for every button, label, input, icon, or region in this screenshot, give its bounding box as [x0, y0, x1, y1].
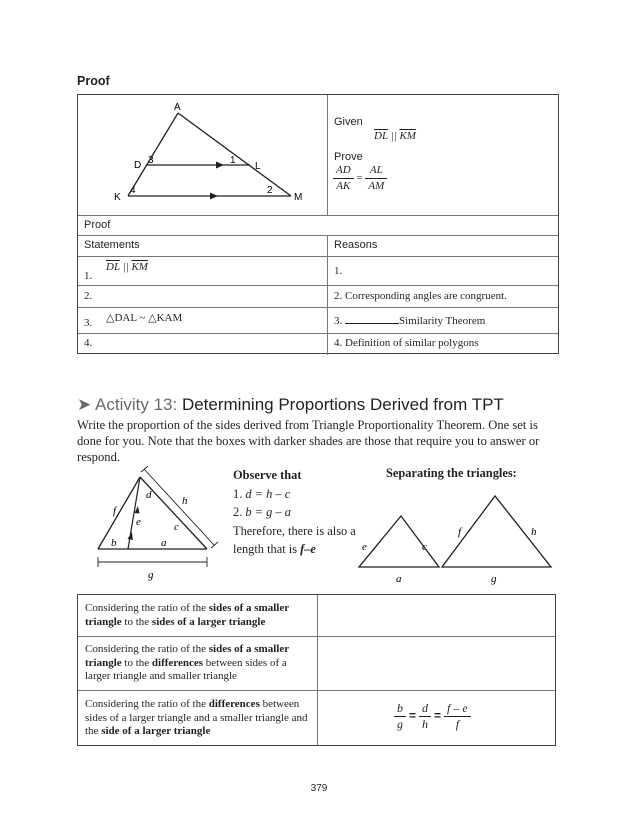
observe-line-2: 2. b = g – a	[233, 505, 291, 519]
statement-2-number: 2.	[84, 290, 93, 302]
label-M: M	[294, 192, 303, 203]
label-e: e	[136, 516, 141, 528]
activity-title: ➤ Activity 13: Determining Proportions Derived from TPT	[77, 395, 504, 414]
label-d: d	[146, 489, 152, 501]
page-number: 379	[310, 783, 328, 794]
reason-3: 3. Similarity Theorem	[334, 315, 486, 327]
angle-label-2: 2	[267, 185, 273, 196]
proof-table-title: Proof	[84, 219, 111, 231]
label-D: D	[134, 160, 142, 171]
row-divider	[78, 256, 558, 257]
statement-3: △DAL ~ △KAM	[106, 312, 183, 324]
row-divider	[78, 333, 558, 334]
large-label-f: f	[458, 526, 462, 538]
row-divider	[78, 215, 558, 216]
reason-2: 2. Corresponding angles are congruent.	[334, 290, 507, 302]
statement-3-number: 3.	[84, 317, 93, 329]
therefore-line-2: length that is f–e	[233, 542, 316, 556]
row-3-answer: $\frac{b}{g}$ = $\frac{d}{h}$ = $\frac{f - e}{f}$	[394, 701, 471, 732]
label-c: c	[174, 521, 179, 533]
small-label-a: a	[396, 573, 402, 585]
given-statement: $\overline{DL}$ || $\overline{KM}$	[374, 130, 416, 142]
observe-title: Observe that	[233, 468, 302, 482]
label-f: f	[113, 505, 117, 517]
triangle-figure	[78, 95, 327, 215]
observe-line-1: 1. d = h – c	[233, 486, 291, 501]
prove-proportion: $\frac{AD}{AK}$ = $\frac{AL}{AM}$	[333, 163, 387, 194]
prove-label: Prove	[334, 151, 363, 163]
large-label-g: g	[491, 573, 497, 585]
angle-label-3: 3	[148, 155, 154, 166]
label-K: K	[114, 192, 121, 203]
row-divider	[78, 285, 558, 286]
parallel-arrow-icon	[210, 193, 218, 200]
row-1-answer-box[interactable]	[324, 601, 550, 631]
proof-table	[77, 94, 559, 354]
separated-triangles-figure	[350, 490, 560, 590]
reasons-header: Reasons	[334, 239, 378, 251]
observe-block	[233, 466, 356, 559]
parallel-arrow-icon	[216, 162, 224, 169]
row-1-prompt: Considering the ratio of the sides of a smaller triangle to the sides of a larger triangle	[85, 602, 289, 628]
label-b: b	[111, 537, 117, 549]
separating-title: Separating the triangles:	[386, 466, 517, 480]
proof-heading: Proof	[77, 74, 110, 88]
reason-1: 1.	[334, 265, 343, 277]
angle-label-4: 4	[130, 185, 136, 196]
large-label-h: h	[531, 526, 537, 538]
small-label-c: c	[422, 541, 427, 553]
row-divider	[78, 636, 555, 637]
small-label-e: e	[362, 541, 367, 553]
triangle-segments-figure	[90, 466, 220, 584]
label-L: L	[255, 161, 261, 172]
row-divider	[78, 690, 555, 691]
activity-instructions: Write the proportion of the sides derived from Triangle Proportionality Theorem. One set is done for you. Note that the boxes with darker shades are those that require you to answer or respond.	[77, 418, 540, 464]
row-divider	[78, 235, 558, 236]
statement-4-number: 4.	[84, 337, 93, 349]
row-divider	[78, 307, 558, 308]
therefore-line-1: Therefore, there is also a	[233, 523, 356, 538]
statement-1: $\overline{DL}$ || $\overline{KM}$	[106, 261, 148, 273]
row-2-answer-box[interactable]	[324, 642, 550, 685]
label-h: h	[182, 495, 188, 507]
given-label: Given	[334, 116, 363, 128]
label-g: g	[148, 569, 154, 581]
label-A: A	[174, 102, 181, 113]
proportion-table	[77, 594, 556, 746]
column-divider	[327, 235, 328, 355]
angle-label-1: 1	[230, 155, 236, 166]
reason-3-blank	[345, 313, 399, 324]
row-2-prompt: Considering the ratio of the sides of a smaller triangle to the differences between sides of a larger triangle and smaller triangle	[85, 643, 289, 682]
reason-4: 4. Definition of similar polygons	[334, 337, 479, 349]
figure-divider	[327, 95, 328, 215]
row-3-prompt: Considering the ratio of the differences between sides of a larger triangle and a smaller triangle and the side of a larger triangle	[85, 698, 308, 737]
statements-header: Statements	[84, 239, 140, 251]
statement-1-number: 1.	[84, 270, 93, 282]
label-a: a	[161, 537, 167, 549]
column-divider	[317, 595, 318, 745]
